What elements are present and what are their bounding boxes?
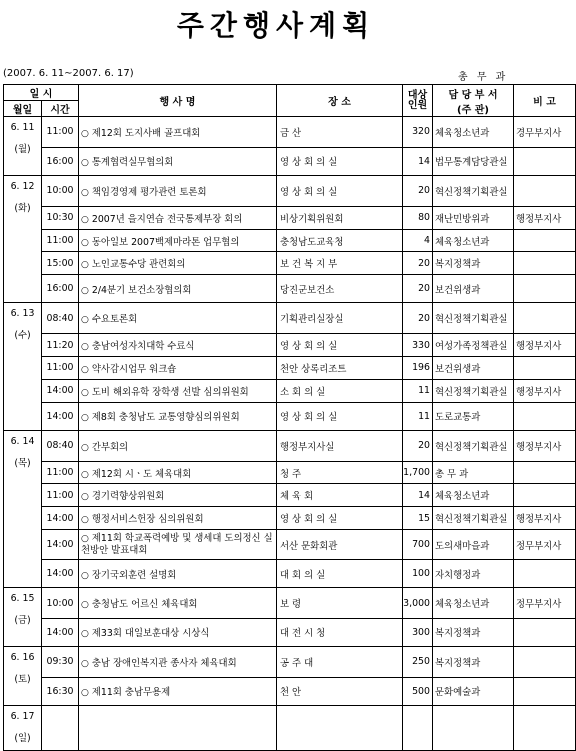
table-row <box>4 275 576 303</box>
bullet-icon: ○ <box>81 260 89 271</box>
event-cell <box>79 357 277 380</box>
count-cell: 300 <box>403 619 433 647</box>
header-when: 일 시 <box>4 85 79 101</box>
bullet-icon: ○ <box>81 387 89 398</box>
owner-cell: 체육청소년과 <box>433 229 514 252</box>
note-cell <box>514 677 576 705</box>
count-cell: 330 <box>403 334 433 357</box>
table-row <box>4 461 576 484</box>
event-cell <box>79 379 277 402</box>
bullet-icon: ○ <box>81 469 89 480</box>
owner-cell: 혁신정책기획관실 <box>433 303 514 334</box>
weekday-label: (금) <box>14 615 31 627</box>
event-cell <box>79 530 277 560</box>
count-cell: 11 <box>403 379 433 402</box>
table-row <box>4 484 576 507</box>
place-cell: 영 상 회 의 실 <box>277 147 403 175</box>
count-cell: 14 <box>403 147 433 175</box>
event-cell <box>79 402 277 430</box>
owner-cell: 혁신정책기획관실 <box>433 175 514 206</box>
owner-cell: 총 무 과 <box>433 461 514 484</box>
time-cell: 10:30 <box>42 206 79 229</box>
date-label: 6. 12 <box>10 180 35 192</box>
date-cell <box>4 175 42 302</box>
count-cell: 11 <box>403 402 433 430</box>
count-cell: 20 <box>403 430 433 461</box>
weekday-label: (목) <box>14 457 31 469</box>
note-cell: 행정부지사 <box>514 334 576 357</box>
time-cell: 14:00 <box>42 619 79 647</box>
event-cell <box>79 334 277 357</box>
bullet-icon: ○ <box>81 658 89 669</box>
owner-cell: 법무통계담당관실 <box>433 147 514 175</box>
event-cell <box>79 619 277 647</box>
date-label: 6. 17 <box>10 710 35 722</box>
owner-cell: 혁신정책기획관실 <box>433 379 514 402</box>
owner-cell: 복지정책과 <box>433 252 514 275</box>
event-cell <box>79 507 277 530</box>
weekday-label: (월) <box>14 144 31 155</box>
table-row <box>4 252 576 275</box>
date-label: 6. 15 <box>10 593 35 605</box>
event-name: 간부회의 <box>91 441 129 453</box>
count-cell: 20 <box>403 275 433 303</box>
time-cell: 11:00 <box>42 461 79 484</box>
header-day: 월일 <box>4 101 42 117</box>
date-label: 6. 13 <box>10 308 35 320</box>
event-name: 2007년 을지연습 전국통제부장 회의 <box>91 213 243 225</box>
note-cell <box>514 303 576 334</box>
time-cell: 16:30 <box>42 677 79 705</box>
bullet-icon: ○ <box>81 442 89 453</box>
note-cell <box>514 402 576 430</box>
note-cell: 정무부지사 <box>514 588 576 619</box>
place-cell: 천안 상록리조트 <box>277 357 403 380</box>
count-cell: 500 <box>403 677 433 705</box>
place-cell: 천 안 <box>277 677 403 705</box>
date-label: 6. 16 <box>10 651 35 663</box>
time-cell: 16:00 <box>42 147 79 175</box>
header-owner-sub: (주 관) <box>457 104 489 116</box>
bullet-icon: ○ <box>81 492 89 503</box>
event-cell <box>79 252 277 275</box>
header-owner <box>433 85 514 117</box>
event-name: 경기력향상위원회 <box>91 491 165 503</box>
place-cell: 청 주 <box>277 461 403 484</box>
event-name: 충청남도 어르신 체육대회 <box>91 599 198 611</box>
owner-cell: 혁신정책기획관실 <box>433 430 514 461</box>
owner-cell <box>433 705 514 750</box>
event-cell <box>79 705 277 750</box>
event-name: 노인교통수당 관련회의 <box>91 259 186 271</box>
event-name: 동아일보 2007백제마라톤 업무협의 <box>91 236 240 248</box>
event-name: 제11회 학교폭력예방 및 생세대 도의정신 실천방안 발표대회 <box>81 533 273 557</box>
bullet-icon: ○ <box>81 128 89 139</box>
bullet-icon: ○ <box>81 534 89 545</box>
event-name: 행정서비스헌장 심의위원회 <box>91 514 204 526</box>
table-row <box>4 646 576 677</box>
table-row <box>4 229 576 252</box>
table-row <box>4 677 576 705</box>
period-label: (2007. 6. 11∼2007. 6. 17) <box>3 68 134 79</box>
owner-cell: 보건위생과 <box>433 357 514 380</box>
bullet-icon: ○ <box>81 629 89 640</box>
event-cell <box>79 430 277 461</box>
count-cell: 196 <box>403 357 433 380</box>
time-cell: 14:00 <box>42 560 79 588</box>
note-cell <box>514 646 576 677</box>
event-cell <box>79 206 277 229</box>
place-cell: 영 상 회 의 실 <box>277 175 403 206</box>
count-cell: 20 <box>403 252 433 275</box>
note-cell: 경무부지사 <box>514 117 576 148</box>
count-cell: 1,700 <box>403 461 433 484</box>
bullet-icon: ○ <box>81 688 89 699</box>
weekday-label: (토) <box>14 673 31 685</box>
note-cell: 행정부지사 <box>514 206 576 229</box>
date-cell <box>4 117 42 176</box>
date-cell <box>4 646 42 705</box>
event-cell <box>79 560 277 588</box>
place-cell: 대 회 의 실 <box>277 560 403 588</box>
place-cell: 당진군보건소 <box>277 275 403 303</box>
bullet-icon: ○ <box>81 285 89 296</box>
place-cell: 영 상 회 의 실 <box>277 334 403 357</box>
owner-cell: 혁신정책기획관실 <box>433 507 514 530</box>
time-cell: 10:00 <box>42 588 79 619</box>
bullet-icon: ○ <box>81 214 89 225</box>
header-place: 장 소 <box>277 85 403 117</box>
event-name: 통계협력실무협의회 <box>91 157 174 169</box>
time-cell: 14:00 <box>42 402 79 430</box>
count-cell: 100 <box>403 560 433 588</box>
owner-cell: 자치행정과 <box>433 560 514 588</box>
place-cell: 금 산 <box>277 117 403 148</box>
note-cell <box>514 560 576 588</box>
bullet-icon: ○ <box>81 413 89 424</box>
time-cell: 08:40 <box>42 303 79 334</box>
date-cell <box>4 430 42 587</box>
owner-cell: 체육청소년과 <box>433 117 514 148</box>
place-cell: 소 회 의 실 <box>277 379 403 402</box>
table-row <box>4 147 576 175</box>
count-cell: 250 <box>403 646 433 677</box>
table-row <box>4 560 576 588</box>
event-cell <box>79 461 277 484</box>
weekday-label: (화) <box>14 202 31 214</box>
note-cell <box>514 229 576 252</box>
table-row <box>4 507 576 530</box>
time-cell: 15:00 <box>42 252 79 275</box>
date-cell <box>4 705 42 750</box>
bullet-icon: ○ <box>81 158 89 169</box>
header-owner-label: 담 당 부 서 <box>448 89 498 101</box>
bullet-icon: ○ <box>81 187 89 198</box>
table-row <box>4 334 576 357</box>
event-cell <box>79 117 277 148</box>
weekday-label: (수) <box>14 330 31 342</box>
date-cell <box>4 588 42 647</box>
time-cell: 10:00 <box>42 175 79 206</box>
note-cell <box>514 484 576 507</box>
table-row <box>4 117 576 148</box>
event-cell <box>79 646 277 677</box>
owner-cell: 체육청소년과 <box>433 588 514 619</box>
date-label: 6. 14 <box>10 435 35 447</box>
owner-cell: 복지정책과 <box>433 619 514 647</box>
time-cell: 14:00 <box>42 379 79 402</box>
owner-cell: 도의새마을과 <box>433 530 514 560</box>
event-cell <box>79 229 277 252</box>
place-cell: 충청남도교육청 <box>277 229 403 252</box>
owner-cell: 도로교통과 <box>433 402 514 430</box>
place-cell: 공 주 대 <box>277 646 403 677</box>
time-cell <box>42 705 79 750</box>
note-cell <box>514 619 576 647</box>
time-cell: 14:00 <box>42 530 79 560</box>
count-cell: 80 <box>403 206 433 229</box>
time-cell: 08:40 <box>42 430 79 461</box>
count-cell: 20 <box>403 303 433 334</box>
department-label: 총 무 과 <box>458 72 509 83</box>
count-cell: 20 <box>403 175 433 206</box>
event-name: 책임경영제 평가관련 토론회 <box>91 186 207 198</box>
time-cell: 14:00 <box>42 507 79 530</box>
schedule-table <box>3 84 576 751</box>
owner-cell: 복지정책과 <box>433 646 514 677</box>
count-cell: 14 <box>403 484 433 507</box>
time-cell: 11:00 <box>42 484 79 507</box>
owner-cell: 문화예술과 <box>433 677 514 705</box>
bullet-icon: ○ <box>81 364 89 375</box>
owner-cell: 보건위생과 <box>433 275 514 303</box>
date-label: 6. 11 <box>10 122 35 133</box>
header-count: 대상 인원 <box>403 85 433 117</box>
note-cell <box>514 147 576 175</box>
bullet-icon: ○ <box>81 315 89 326</box>
page-title: 주간행사계획 <box>176 9 376 42</box>
note-cell <box>514 705 576 750</box>
note-cell: 행정부지사 <box>514 430 576 461</box>
event-cell <box>79 303 277 334</box>
owner-cell: 체육청소년과 <box>433 484 514 507</box>
count-cell: 4 <box>403 229 433 252</box>
note-cell <box>514 275 576 303</box>
note-cell: 행정부지사 <box>514 379 576 402</box>
event-name: 충남여성자치대학 수료식 <box>91 341 195 353</box>
table-row <box>4 357 576 380</box>
time-cell: 11:00 <box>42 229 79 252</box>
event-name: 제33회 대일보훈대상 시상식 <box>91 628 210 640</box>
owner-cell: 재난민방위과 <box>433 206 514 229</box>
note-cell <box>514 175 576 206</box>
place-cell <box>277 705 403 750</box>
count-cell: 700 <box>403 530 433 560</box>
event-name: 제8회 충청남도 교통영향심의위원회 <box>91 412 240 424</box>
table-row <box>4 619 576 647</box>
empty-row <box>4 705 576 750</box>
event-name: 2/4분기 보건소장협의회 <box>91 284 192 296</box>
bullet-icon: ○ <box>81 515 89 526</box>
place-cell: 대 전 시 청 <box>277 619 403 647</box>
event-name: 충남 장애인복지관 종사자 체육대회 <box>91 657 237 669</box>
note-cell <box>514 252 576 275</box>
place-cell: 비상기획위원회 <box>277 206 403 229</box>
date-cell <box>4 303 42 430</box>
table-row <box>4 303 576 334</box>
count-cell: 15 <box>403 507 433 530</box>
table-row <box>4 530 576 560</box>
place-cell: 체 육 회 <box>277 484 403 507</box>
header-note: 비 고 <box>514 85 576 117</box>
note-cell <box>514 461 576 484</box>
event-name: 제12회 시ㆍ도 체육대회 <box>91 468 192 480</box>
note-cell: 행정부지사 <box>514 507 576 530</box>
note-cell: 정무부지사 <box>514 530 576 560</box>
place-cell: 보 령 <box>277 588 403 619</box>
place-cell: 서산 문화회관 <box>277 530 403 560</box>
time-cell: 11:20 <box>42 334 79 357</box>
bullet-icon: ○ <box>81 600 89 611</box>
bullet-icon: ○ <box>81 342 89 353</box>
count-cell <box>403 705 433 750</box>
count-cell: 3,000 <box>403 588 433 619</box>
weekday-label: (일) <box>14 732 31 744</box>
event-cell <box>79 175 277 206</box>
time-cell: 16:00 <box>42 275 79 303</box>
event-cell <box>79 588 277 619</box>
event-name: 제11회 충남무용제 <box>91 687 171 699</box>
event-cell <box>79 275 277 303</box>
count-cell: 320 <box>403 117 433 148</box>
table-row <box>4 402 576 430</box>
bullet-icon: ○ <box>81 570 89 581</box>
event-name: 도비 해외유학 장학생 선발 심의위원회 <box>91 386 249 398</box>
event-name: 약사감시업무 워크숍 <box>91 363 177 375</box>
event-name: 수요토론회 <box>91 314 138 326</box>
table-row <box>4 588 576 619</box>
event-cell <box>79 677 277 705</box>
place-cell: 영 상 회 의 실 <box>277 507 403 530</box>
event-cell <box>79 147 277 175</box>
header-time: 시간 <box>42 101 79 117</box>
place-cell: 영 상 회 의 실 <box>277 402 403 430</box>
owner-cell: 여성가족정책관실 <box>433 334 514 357</box>
table-row <box>4 379 576 402</box>
time-cell: 11:00 <box>42 117 79 148</box>
time-cell: 11:00 <box>42 357 79 380</box>
table-row <box>4 175 576 206</box>
table-row <box>4 430 576 461</box>
place-cell: 행정부지사실 <box>277 430 403 461</box>
event-cell <box>79 484 277 507</box>
place-cell: 보 건 복 지 부 <box>277 252 403 275</box>
header-event: 행 사 명 <box>79 85 277 117</box>
event-name: 제12회 도지사배 골프대회 <box>91 127 201 139</box>
bullet-icon: ○ <box>81 237 89 248</box>
time-cell: 09:30 <box>42 646 79 677</box>
table-row <box>4 206 576 229</box>
event-name: 장기국외훈련 설명회 <box>91 569 177 581</box>
schedule-body <box>4 117 576 751</box>
note-cell <box>514 357 576 380</box>
place-cell: 기획관리실장실 <box>277 303 403 334</box>
